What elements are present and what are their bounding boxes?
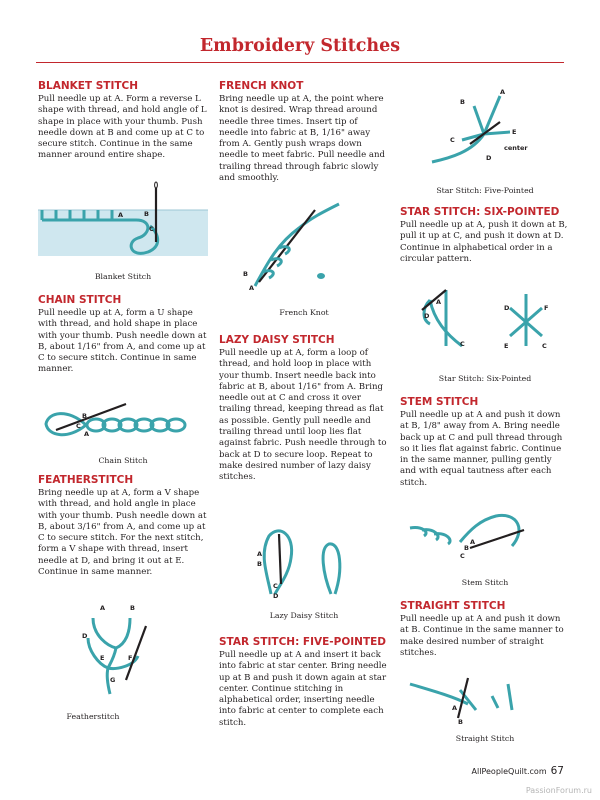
stem-section (400, 396, 570, 489)
label-a: A (470, 538, 476, 546)
star6-heading: STAR STITCH: SIX-POINTED (400, 206, 560, 218)
label-a: A (500, 88, 506, 96)
label-b: B (82, 412, 87, 420)
label-a: A (452, 704, 458, 712)
stem-stitch-illustration (400, 500, 570, 572)
blanket-body: Pull needle up at A. Form a reverse L shape with thread, and hold angle of L shape in place with your thumb. Push needle down at B and come up at C to secure stitch. Continue in the same manner around entire shape. (38, 94, 207, 161)
label-d: D (486, 154, 492, 162)
label-b: B (464, 544, 469, 552)
label-b: B (144, 210, 149, 218)
label-b: B (257, 560, 262, 568)
straight-section (400, 600, 570, 659)
star5-section (219, 636, 389, 729)
label-g: G (110, 676, 116, 684)
label-b: B (460, 98, 465, 106)
page-title: Embroidery Stitches (199, 36, 401, 56)
lazy-heading: LAZY DAISY STITCH (219, 334, 335, 346)
label-a: A (84, 430, 90, 438)
label-c: C (76, 422, 81, 430)
french-caption: French Knot (279, 308, 329, 317)
star6-body: Pull needle up at A, push it down at B, pull it up at C, and push it down at D. Continue in alphabetical order in a circular pattern. (400, 220, 568, 264)
straight-stitch-illustration (400, 670, 570, 728)
label-b: B (243, 270, 248, 278)
star6-caption: Star Stitch: Six-Pointed (438, 374, 532, 383)
label-e: E (100, 654, 105, 662)
lazy-body: Pull needle up at A, form a loop of thread, and hold loop in place with your thumb. Insert needle back into fabric at B, about 1/16" from A. Bring needle out at C and cross it over trailing thread, keeping thread as flat as possible. Gently pull needle and trailing thread until loop lies flat against fabric. Push needle through to back at D to secure loop. Repeat to make desired number of lazy daisy stitches. (219, 348, 387, 483)
chain-section (38, 294, 208, 376)
featherstitch-illustration (38, 598, 208, 702)
lazy-caption: Lazy Daisy Stitch (269, 611, 339, 620)
blanket-caption: Blanket Stitch (94, 272, 152, 281)
lazy-section (219, 334, 389, 484)
label-e: E (512, 128, 517, 136)
chain-heading: CHAIN STITCH (38, 294, 122, 306)
feather-body: Bring needle up at A, form a V shape with thread, and hold angle in place with your thumb. Push needle down at B, about 3/16" from A, and come up at C to secure stitch. For the next stitch, form a V shape with thread, insert needle at D, and bring it out at E. Continue in same manner. (38, 488, 207, 578)
label-a: A (100, 604, 106, 612)
label-d: D (504, 304, 510, 312)
label-a: A (118, 211, 124, 219)
label-d: D (82, 632, 88, 640)
page-number: 67 (550, 765, 564, 777)
label-c: C (273, 582, 278, 590)
french-heading: FRENCH KNOT (219, 80, 304, 92)
label-c: C (460, 552, 465, 560)
label-c: C (450, 136, 455, 144)
french-knot-illustration (219, 198, 389, 302)
stem-heading: STEM STITCH (400, 396, 479, 408)
chain-caption: Chain Stitch (98, 456, 148, 465)
site-link[interactable]: AllPeopleQuilt.com (471, 767, 547, 776)
page-footer (472, 765, 564, 777)
feather-heading: FEATHERSTITCH (38, 474, 134, 486)
star-six-illustration (400, 280, 570, 370)
blanket-stitch-illustration (38, 180, 208, 262)
stem-caption: Stem Stitch (461, 578, 509, 587)
lazy-daisy-illustration (219, 514, 389, 606)
straight-caption: Straight Stitch (455, 734, 515, 743)
star5-body: Pull needle up at A and insert it back into fabric at star center. Bring needle up at B and push it down again at star center. Continue stitching in alphabetical order, inserting needle into fabric at center to complete each stitch. (219, 650, 387, 728)
label-c: C (542, 342, 547, 350)
label-b: B (458, 718, 463, 726)
french-section (219, 80, 389, 184)
chain-body: Pull needle up at A, form a U shape with thread, and hold shape in place with your thumb. Push needle down at B, about 1/16" from A, and come up at C to secure stitch. Continue in same manner. (38, 308, 207, 375)
blanket-heading: BLANKET STITCH (38, 80, 139, 92)
stem-body: Pull needle up at A and push it down at B, 1/8" away from A. Bring needle back up at C and pull thread through so it lies flat against fabric. Continue in the same manner, pulling gently and with equal tautness after each stitch. (400, 410, 563, 488)
star-five-illustration (400, 82, 570, 182)
straight-body: Pull needle up at A and push it down at B. Continue in the same manner to make desired number of straight stitches. (400, 614, 564, 658)
label-a: A (436, 298, 442, 306)
straight-heading: STRAIGHT STITCH (400, 600, 506, 612)
label-b: B (130, 604, 135, 612)
label-a: A (257, 550, 263, 558)
title-rule (36, 62, 564, 63)
chain-stitch-illustration (38, 394, 208, 446)
label-c: C (460, 340, 465, 348)
label-c: C (149, 225, 154, 233)
label-center: center (504, 144, 528, 152)
star6-section (400, 206, 570, 265)
label-d: D (424, 312, 430, 320)
blanket-section (38, 80, 208, 162)
label-f: F (128, 654, 133, 662)
feather-section (38, 474, 208, 578)
star5-caption: Star Stitch: Five-Pointed (436, 186, 534, 195)
label-e: E (504, 342, 509, 350)
label-d: D (273, 592, 279, 600)
label-a: A (249, 284, 255, 292)
feather-caption: Featherstitch (66, 712, 120, 721)
label-f: F (544, 304, 549, 312)
french-body: Bring needle up at A, the point where knot is desired. Wrap thread around needle three times. Insert tip of needle into fabric at B, 1/16" away from A. Gently push wraps down needle to meet fabric. Pull needle and trailing thread through fabric slowly and smoothly. (219, 94, 386, 184)
star5-heading: STAR STITCH: FIVE-POINTED (219, 636, 387, 648)
watermark: PassionForum.ru (525, 786, 592, 795)
